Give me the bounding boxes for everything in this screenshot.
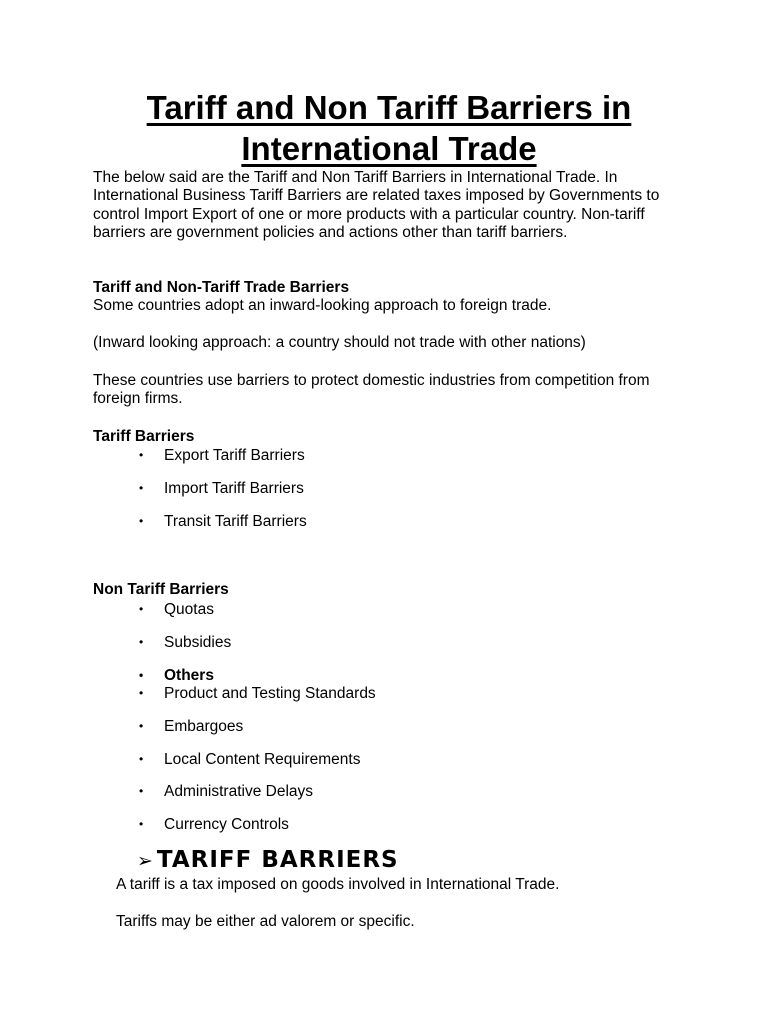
- list-item: • Quotas: [139, 601, 214, 618]
- tariff-barriers-section-heading: ➢ TARIFF BARRIERS: [137, 847, 399, 873]
- bullet-icon: •: [139, 719, 144, 733]
- tariff-barriers-heading: Tariff Barriers: [93, 428, 195, 445]
- inward-approach-paragraph: Some countries adopt an inward-looking approach to foreign trade.: [93, 297, 552, 314]
- bullet-icon: •: [139, 686, 144, 700]
- list-item: • Import Tariff Barriers: [139, 480, 304, 497]
- tariff-definition-paragraph: A tariff is a tax imposed on goods involved in International Trade.: [116, 876, 560, 893]
- list-item: • Export Tariff Barriers: [139, 447, 305, 464]
- list-item: • Subsidies: [139, 634, 232, 651]
- bullet-icon: •: [139, 752, 144, 766]
- protect-paragraph: These countries use barriers to protect domestic industries from competition from foreign firms.: [93, 372, 650, 408]
- bullet-icon: •: [139, 635, 144, 649]
- arrowhead-icon: ➢: [137, 850, 153, 872]
- document-title: Tariff and Non Tariff Barriers in International Trade: [146, 89, 632, 167]
- non-tariff-barriers-heading: Non Tariff Barriers: [93, 581, 229, 598]
- list-item: • Others: [139, 667, 214, 684]
- list-item: • Local Content Requirements: [139, 751, 361, 768]
- section-heading-trade-barriers: Tariff and Non-Tariff Trade Barriers: [93, 279, 350, 296]
- list-item: • Transit Tariff Barriers: [139, 513, 307, 530]
- intro-paragraph: The below said are the Tariff and Non Tariff Barriers in International Trade. In International Business Tariff Barriers are related taxes imposed by Governments to control Import Export of one or more products with a particular country. Non-tariff barriers are government policies and actions other than tariff barriers.: [93, 169, 660, 242]
- list-item: • Embargoes: [139, 718, 244, 735]
- bullet-icon: •: [139, 514, 144, 528]
- list-item: • Product and Testing Standards: [139, 685, 376, 702]
- bullet-icon: •: [139, 602, 144, 616]
- inward-approach-note: (Inward looking approach: a country should not trade with other nations): [93, 334, 586, 351]
- list-item: • Currency Controls: [139, 816, 289, 833]
- list-item: • Administrative Delays: [139, 783, 314, 800]
- bullet-icon: •: [139, 784, 144, 798]
- bullet-icon: •: [139, 817, 144, 831]
- bullet-icon: •: [139, 481, 144, 495]
- bullet-icon: •: [139, 668, 144, 682]
- bullet-icon: •: [139, 448, 144, 462]
- tariff-types-paragraph: Tariffs may be either ad valorem or specific.: [116, 913, 415, 930]
